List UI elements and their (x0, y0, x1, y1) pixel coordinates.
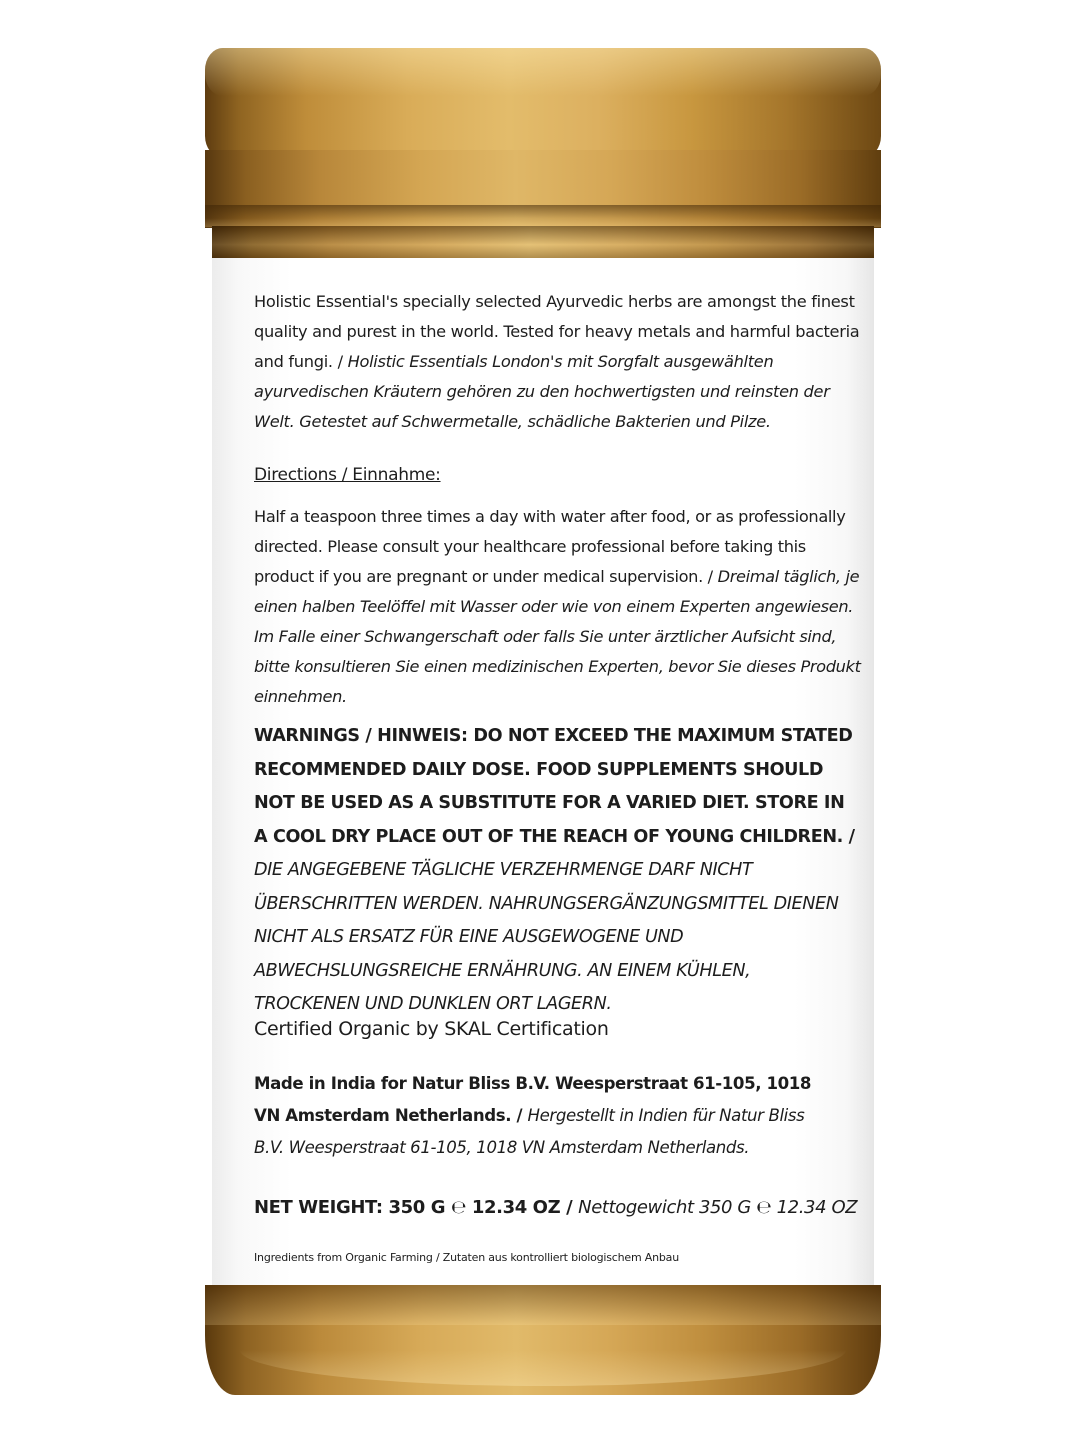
net-weight-line (254, 1193, 874, 1223)
manufacturer-separator: / (511, 1106, 528, 1125)
organic-footnote: Ingredients from Organic Farming / Zutaten aus kontrolliert biologischem Anbau (254, 1251, 679, 1264)
tin-neck-shade (212, 226, 874, 260)
directions-separator: / (702, 567, 718, 586)
directions-german: Dreimal täglich, je einen halben Teelöffel mit Wasser oder wie von einem Experten angewiesen. Im Falle einer Schwangerschaft oder falls Sie unter ärztlicher Aufsicht sind, bitte konsultieren Sie einen medizinischen Experten, bevor Sie dieses Produkt einnehmen. (254, 567, 861, 706)
manufacturer-german: Hergestellt in Indien für Natur Bliss B.V. Weesperstraat 61-105, 1018 VN Amsterdam Netherlands. (254, 1106, 805, 1157)
net-weight-separator: / (560, 1197, 579, 1218)
intro-german: Holistic Essentials London's mit Sorgfalt ausgewählten ayurvedischen Kräutern gehören zu den hochwertigsten und reinsten der Welt. Getestet auf Schwermetalle, schädliche Bakterien und Pilze. (254, 352, 830, 431)
intro-english: Holistic Essential's specially selected Ayurvedic herbs are amongst the finest quality and purest in the world. Tested for heavy metals and harmful bacteria and fungi. (254, 292, 860, 371)
tin-lid-rim (205, 205, 881, 227)
tin-base-shade (205, 1285, 881, 1325)
intro-paragraph (254, 287, 864, 437)
warnings-english: WARNINGS / HINWEIS: DO NOT EXCEED THE MAXIMUM STATED RECOMMENDED DAILY DOSE. FOOD SUPPLEMENTS SHOULD NOT BE USED AS A SUBSTITUTE FOR A VARIED DIET. STORE IN A COOL DRY PLACE OUT OF THE REACH OF YOUNG CHILDREN. (254, 726, 853, 847)
manufacturer-english: Made in India for Natur Bliss B.V. Weesperstraat 61-105, 1018 VN Amsterdam Netherlands. (254, 1074, 812, 1125)
manufacturer-paragraph (254, 1068, 814, 1164)
directions-english: Half a teaspoon three times a day with water after food, or as professionally directed. Please consult your healthcare professional before taking this product if you are pregnant or under medical supervision. (254, 507, 846, 586)
intro-separator: / (332, 352, 348, 371)
tin-lid-shine (205, 48, 881, 96)
directions-paragraph (254, 502, 864, 712)
directions-heading: Directions / Einnahme: (254, 465, 441, 485)
warnings-paragraph (254, 720, 860, 1022)
certification-text: Certified Organic by SKAL Certification (254, 1018, 609, 1040)
net-weight-german: Nettogewicht 350 G ℮ 12.34 OZ (578, 1197, 858, 1218)
warnings-separator: / (842, 826, 855, 847)
warnings-german: DIE ANGEGEBENE TÄGLICHE VERZEHRMENGE DARF NICHT ÜBERSCHRITTEN WERDEN. NAHRUNGSERGÄNZUNGSMITTEL DIENEN NICHT ALS ERSATZ FÜR EINE AUSGEWOGENE UND ABWECHSLUNGSREICHE ERNÄHRUNG. AN EINEM KÜHLEN, TROCKENEN UND DUNKLEN ORT LAGERN. (254, 860, 839, 1014)
net-weight-english: NET WEIGHT: 350 G ℮ 12.34 OZ (254, 1197, 561, 1218)
